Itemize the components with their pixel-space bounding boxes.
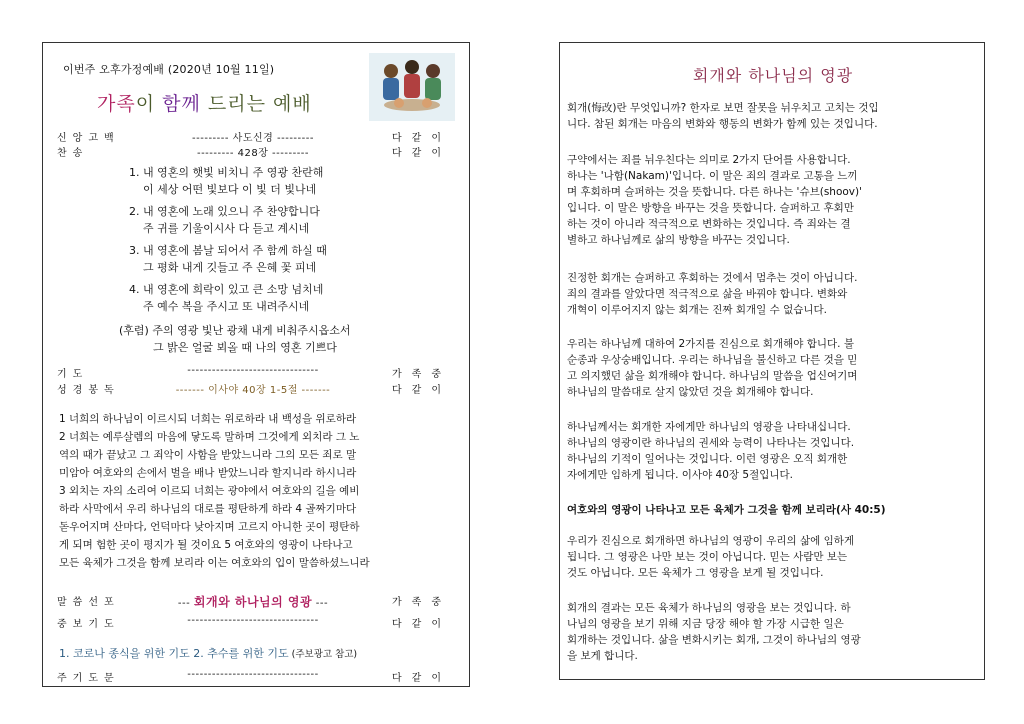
sermon-paragraph: 진정한 회개는 슬퍼하고 후회하는 것에서 멈추는 것이 아닙니다. 죄의 결과를 알았다면 적극적으로 삶을 바꿔야 합니다. 변화와 개혁이 이루어지지 않는 회개는 진짜 회개일 수 없습니다.: [567, 272, 858, 316]
service-date: 이번주 오후가정예배 (2020년 10월 11일): [63, 63, 275, 76]
sermon-paragraph: 우리는 하나님께 대하여 2가지를 진심으로 회개해야 합니다. 불 순종과 우상숭배입니다. 우리는 하나님을 불신하고 다른 것을 믿 고 의지했던 삶을 회개해야 합니다. 하나님의 말씀을 업신여기며 하나님의 말씀대로 살지 않았던 것을 회개해야 합니다.: [567, 338, 858, 398]
title-part-c: 드리는 예배: [200, 93, 312, 115]
family-illustration: [369, 53, 455, 121]
prayer-topics: 1. 코로나 종식을 위한 기도 2. 추수를 위한 기도 (주보광고 참고): [59, 647, 358, 660]
service-title: [97, 89, 312, 116]
order-reading: 성경봉독 ------- 이사야 40장 1-5절 ------- 다같이: [57, 385, 451, 396]
key-verse: 여호와의 영광이 나타나고 모든 육체가 그것을 함께 보리라(사 40:5): [567, 504, 886, 516]
sermon-paragraph: 회개의 결과는 모든 육체가 하나님의 영광을 보는 것입니다. 하 나님의 영광을 보기 위해 지금 당장 해야 할 가장 시급한 일은 회개하는 것입니다. 삶을 변화시키는 회개, 그것이 하나님의 영광 을 보게 합니다.: [567, 602, 861, 662]
scripture-line: 미암아 여호와의 손에서 벌을 배나 받았느니라 할지니라 하시니라: [59, 467, 357, 479]
sermon-paragraph: 하나님께서는 회개한 자에게만 하나님의 영광을 나타내십니다. 하나님의 영광이란 하나님의 권세와 능력이 나타나는 것입니다. 하나님의 기적이 일어나는 것입니다. 이런 영광은 오직 회개한 자에게만 임하게 됩니다. 이사야 40장 5절입니다.: [567, 421, 855, 481]
bulletin-left-page: 이번주 오후가정예배 (2020년 10월 11일) 가족이 함께 드리는 예배 신앙고백 --------- 사도신경 --------- 다같이 찬송 --------- 428장 --------- 다같이 1. 내 영혼의 햇빛 비치니 주 영광 찬란해 이 세상 어떤 빛보다 이 빛 더 빛나네 2. 내 영혼에 노래 있으니 주 찬양합니다 주 귀를 기울이시사 다 듣고 계시네 3. 내 영혼에 봄날 되어서 주 함께 하실 때 그 평화 내게 깃들고 주 은혜 꽃 피네 4. 내 영혼에 희락이 있고 큰 소망 넘치네 주 예수 복을 주시고 또 내려주시네 (후렴) 주의 영광 빛난 광채 내게 비춰주시옵소서 그 밝은 얼굴 뵈올 때 나의 영혼 기쁘다 기도 -------------------------------- 가족중 성경봉독 ------- 이사야 40장 1-5절 ------- 다같이 1 너희의 하나님이 이르시되 너희는 위로하라 내 백성을 위로하라 2 너희는 예루살렘의 마음에 닿도록 말하며 그것에게 외치라 그 노 역의 때가 끝났고 그 죄악이 사함을 받았느니라 그의 모든 죄로 말 미암아 여호와의 손에서 벌을 배나 받았느니라 할지니라 하시니라 3 외치는 자의 소리여 이르되 너희는 광야에서 여호와의 길을 예비 하라 사막에서 우리 하나님의 대로를 평탄하게 하라 4 골짜기마다 돋우어지며 산마다, 언덕마다 낮아지며 고르지 아니한 곳이 평탄하 게 되며 험한 곳이 평지가 될 것이요 5 여호와의 영광이 나타나고 모든 육체가 그것을 함께 보리라 이는 여호와의 입이 말씀하셨느니라 말씀선포 --- 회개와 하나님의 영광 --- 가족중 중보기도 -------------------------------- 다같이 1. 코로나 종식을 위한 기도 2. 추수를 위한 기도 (주보광고 참고) 주기도문 -------------------------------- 다같이: [42, 42, 470, 687]
scripture-line: 돋우어지며 산마다, 언덕마다 낮아지며 고르지 아니한 곳이 평탄하: [59, 521, 360, 533]
scripture-line: 1 너희의 하나님이 이르시되 너희는 위로하라 내 백성을 위로하라: [59, 413, 357, 425]
scripture-passage: [59, 410, 459, 572]
scripture-line: 하라 사막에서 우리 하나님의 대로를 평탄하게 하라 4 골짜기마다: [59, 503, 357, 515]
order-prayer: 기도 -------------------------------- 가족중: [57, 365, 451, 380]
hymn-chorus-line: (후렴) 주의 영광 빛난 광채 내게 비춰주시옵소서: [119, 324, 351, 337]
sermon-title: 회개와 하나님의 영광: [193, 595, 313, 609]
sermon-paragraph: 회개(悔改)란 무엇입니까? 한자로 보면 잘못을 뉘우치고 고치는 것입 니다. 참된 회개는 마음의 변화와 행동의 변화가 함께 있는 것입니다.: [567, 102, 879, 130]
scripture-line: 게 되며 험한 곳이 평지가 될 것이요 5 여호와의 영광이 나타나고: [59, 539, 353, 551]
scripture-line: 2 너희는 예루살렘의 마음에 닿도록 말하며 그것에게 외치라 그 노: [59, 431, 360, 443]
order-creed: 신앙고백 --------- 사도신경 --------- 다같이: [57, 133, 451, 144]
scripture-line: 3 외치는 자의 소리여 이르되 너희는 광야에서 여호와의 길을 예비: [59, 485, 360, 497]
scripture-line: 역의 때가 끝났고 그 죄악이 사함을 받았느니라 그의 모든 죄로 말: [59, 449, 357, 461]
order-intercession: 중보기도 -------------------------------- 다같이: [57, 615, 451, 630]
bulletin-header: [53, 51, 459, 125]
sermon-right-page: [559, 42, 985, 680]
scripture-line: 모든 육체가 그것을 함께 보리라 이는 여호와의 입이 말씀하셨느니라: [59, 557, 370, 569]
order-hymn: 찬송 --------- 428장 --------- 다같이: [57, 148, 451, 159]
title-part-a: 이: [135, 93, 163, 115]
title-part-family: 가족: [97, 93, 136, 115]
order-lords-prayer: 주기도문 -------------------------------- 다같이: [57, 669, 451, 684]
order-sermon: 말씀선포 --- 회개와 하나님의 영광 --- 가족중: [57, 595, 451, 609]
title-part-together: 함께: [162, 93, 201, 115]
hymn-chorus-line: 그 밝은 얼굴 뵈올 때 나의 영혼 기쁘다: [153, 341, 337, 354]
sermon-paragraph: 구약에서는 죄를 뉘우친다는 의미로 2가지 단어를 사용합니다. 하나는 '나함(Nakam)'입니다. 이 말은 죄의 결과로 고통을 느끼 며 후회하며 슬퍼하는 것을 뜻합니다. 다른 하나는 '슈브(shoov)' 입니다. 이 말은 방향을 바꾸는 것을 뜻합니다. 슬퍼하고 후회만 하는 것이 아니라 적극적으로 변화하는 것입니다. 즉 죄와는 결 별하고 하나님께로 삶의 방향을 바꾸는 것입니다.: [567, 154, 862, 246]
sermon-page-title: 회개와 하나님의 영광: [692, 66, 854, 85]
sermon-paragraph: 우리가 진심으로 회개하면 하나님의 영광이 우리의 삶에 임하게 됩니다. 그 영광은 나만 보는 것이 아닙니다. 믿는 사람만 보는 것도 아닙니다. 모든 육체가 그 영광을 보게 될 것입니다.: [567, 535, 855, 579]
